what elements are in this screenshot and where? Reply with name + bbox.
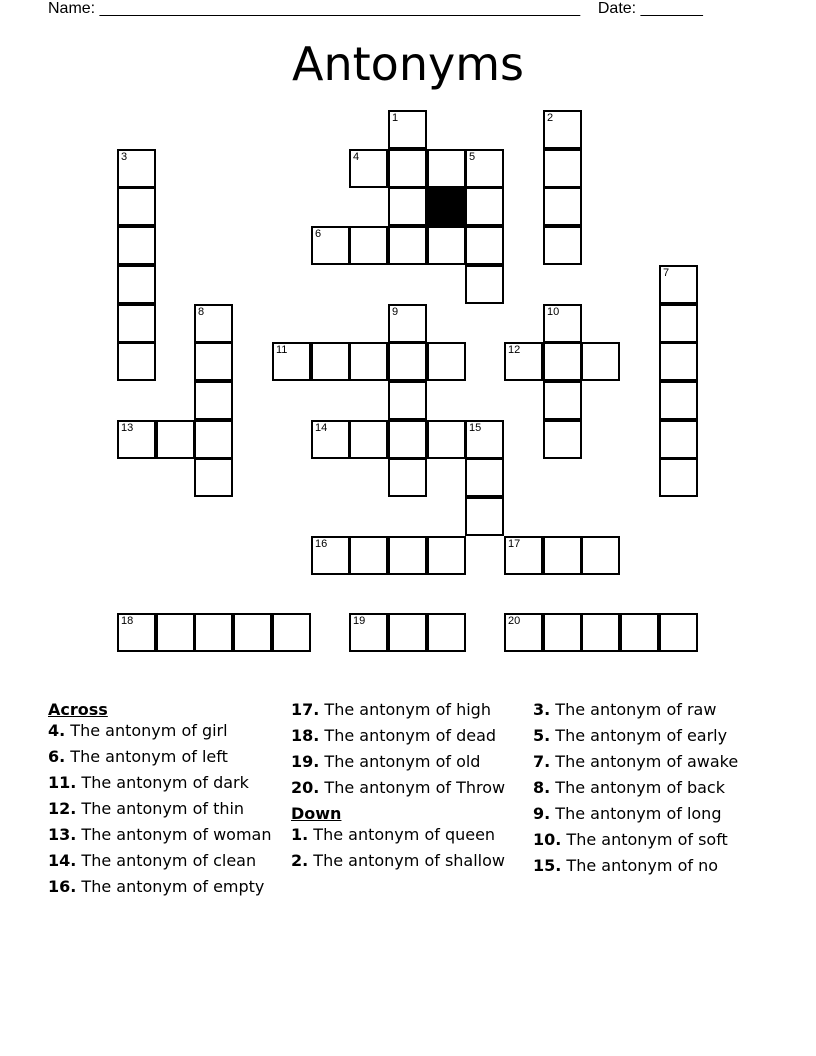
clue-text: The antonym of no [561,856,718,875]
grid-cell[interactable] [581,536,620,575]
grid-cell[interactable] [194,304,233,343]
grid-cell[interactable] [427,342,466,381]
clue-number: 17 [508,538,521,550]
clue-number: 7 [663,267,670,279]
grid-cell[interactable] [581,342,620,381]
grid-cell[interactable] [388,226,427,265]
down-clue [533,805,763,823]
grid-cell[interactable] [349,342,388,381]
grid-cell[interactable] [388,342,427,381]
across-clue [48,800,278,818]
date-blank[interactable]: _______ [640,0,703,17]
grid-cell[interactable] [117,226,156,265]
clue-text: The antonym of old [319,752,481,771]
grid-cell[interactable] [659,420,698,459]
clue-number: 15 [469,422,482,434]
clue-text: The antonym of dead [319,726,497,745]
grid-cell[interactable] [194,381,233,420]
grid-cell[interactable] [465,149,504,188]
across-clue [48,722,278,740]
across-clue [48,878,278,896]
down-heading: Down [291,804,342,823]
clue-number: 6 [315,228,322,240]
clue-text: The antonym of clean [76,851,257,870]
clue-text: The antonym of left [65,747,228,766]
across-clue [291,701,521,719]
clue-number-label: 12. [48,799,77,818]
grid-cell[interactable] [388,304,427,343]
clue-number: 13 [121,422,134,434]
clue-number-label: 19. [291,752,320,771]
clue-text: The antonym of long [550,804,722,823]
down-clue-list [291,826,521,870]
clue-number-label: 10. [533,830,562,849]
grid-cell[interactable] [659,265,698,304]
grid-cell[interactable] [349,536,388,575]
grid-cell[interactable] [465,458,504,497]
grid-cell[interactable] [659,613,698,652]
grid-cell[interactable] [117,265,156,304]
clue-number-label: 7. [533,752,551,771]
grid-cell[interactable] [194,613,233,652]
grid-cell[interactable] [465,265,504,304]
grid-cell[interactable] [581,613,620,652]
grid-cell[interactable] [194,420,233,459]
grid-cell[interactable] [659,304,698,343]
page-title: Antonyms [292,37,524,91]
grid-cell[interactable] [543,420,582,459]
clue-text: The antonym of back [550,778,725,797]
grid-cell[interactable] [388,187,427,226]
grid-cell[interactable] [543,110,582,149]
grid-cell[interactable] [117,149,156,188]
grid-cell[interactable] [233,613,272,652]
clue-text: The antonym of empty [76,877,265,896]
grid-cell[interactable] [427,613,466,652]
clue-number: 11 [276,344,288,356]
clue-number-label: 8. [533,778,551,797]
grid-cell[interactable] [117,304,156,343]
grid-cell[interactable] [659,458,698,497]
clue-number: 20 [508,615,521,627]
grid-cell[interactable] [465,420,504,459]
clue-text: The antonym of woman [76,825,272,844]
down-clue [533,727,763,745]
grid-cell[interactable] [504,613,543,652]
clue-text: The antonym of high [319,700,491,719]
grid-cell[interactable] [543,304,582,343]
grid-cell[interactable] [543,226,582,265]
clue-number: 19 [353,615,366,627]
down-clue [533,753,763,771]
clue-number-label: 11. [48,773,77,792]
grid-cell[interactable] [349,226,388,265]
clue-number-label: 13. [48,825,77,844]
grid-cell[interactable] [349,420,388,459]
clue-number-label: 17. [291,700,320,719]
clue-number-label: 14. [48,851,77,870]
grid-cell[interactable] [543,381,582,420]
across-clue [48,826,278,844]
clue-number: 9 [392,306,399,318]
grid-cell[interactable] [543,613,582,652]
clue-number-label: 18. [291,726,320,745]
across-clue-list [48,722,278,896]
clue-number-label: 5. [533,726,551,745]
clue-number-label: 9. [533,804,551,823]
grid-cell[interactable] [272,613,311,652]
across-clue [48,774,278,792]
down-clue [533,857,763,875]
down-clue [291,826,521,844]
clue-text: The antonym of girl [65,721,228,740]
grid-cell[interactable] [272,342,311,381]
grid-cell[interactable] [311,536,350,575]
grid-cell[interactable] [427,420,466,459]
grid-cell[interactable] [311,226,350,265]
grid-cell[interactable] [543,149,582,188]
across-clue [48,852,278,870]
clue-text: The antonym of queen [308,825,496,844]
across-clue-list-continued [291,701,521,797]
clue-number: 18 [121,615,134,627]
clue-number: 1 [392,112,399,124]
grid-cell[interactable] [388,536,427,575]
clue-number-label: 20. [291,778,320,797]
clue-number: 10 [547,306,560,318]
grid-cell[interactable] [504,342,543,381]
clue-number: 12 [508,344,521,356]
name-label: Name: [48,0,96,17]
grid-cell[interactable] [349,149,388,188]
grid-cell[interactable] [311,420,350,459]
grid-cell[interactable] [427,149,466,188]
down-clue-list-continued [533,701,763,875]
grid-cell[interactable] [465,187,504,226]
down-clue [533,701,763,719]
grid-cell[interactable] [311,342,350,381]
clue-number-label: 4. [48,721,66,740]
clue-text: The antonym of raw [550,700,717,719]
across-clue [291,727,521,745]
clue-number-label: 16. [48,877,77,896]
clues-column-3 [533,701,763,883]
name-blank[interactable]: ______________________________________________________ [99,0,581,17]
clues-column-1 [48,701,278,904]
grid-cell[interactable] [504,536,543,575]
clue-number: 3 [121,151,128,163]
grid-cell[interactable] [465,497,504,536]
grid-cell[interactable] [156,613,195,652]
black-cell [427,187,466,226]
date-label: Date: [597,0,637,17]
grid-cell[interactable] [117,342,156,381]
clue-number-label: 15. [533,856,562,875]
grid-cell[interactable] [117,187,156,226]
clue-number: 4 [353,151,360,163]
clue-number: 8 [198,306,205,318]
clue-number: 5 [469,151,476,163]
down-clue [533,779,763,797]
clue-text: The antonym of shallow [308,851,505,870]
across-clue [291,753,521,771]
grid-cell[interactable] [659,342,698,381]
clue-number-label: 2. [291,851,309,870]
grid-cell[interactable] [388,458,427,497]
grid-cell[interactable] [388,149,427,188]
grid-cell[interactable] [388,613,427,652]
down-clue [291,852,521,870]
across-clue [291,779,521,797]
clue-number-label: 3. [533,700,551,719]
clue-number-label: 1. [291,825,309,844]
clue-text: The antonym of Throw [319,778,506,797]
grid-cell[interactable] [349,613,388,652]
down-clue [533,831,763,849]
clue-text: The antonym of early [550,726,728,745]
grid-cell[interactable] [620,613,659,652]
grid-cell[interactable] [427,226,466,265]
clue-number-label: 6. [48,747,66,766]
grid-cell[interactable] [388,110,427,149]
clue-number: 16 [315,538,328,550]
grid-cell[interactable] [156,420,195,459]
grid-cell[interactable] [543,187,582,226]
grid-cell[interactable] [117,613,156,652]
clue-text: The antonym of awake [550,752,739,771]
grid-cell[interactable] [427,536,466,575]
clue-text: The antonym of soft [561,830,728,849]
grid-cell[interactable] [388,420,427,459]
clue-text: The antonym of dark [76,773,249,792]
clues-column-2 [291,701,521,878]
grid-cell[interactable] [659,381,698,420]
across-heading: Across [48,700,108,719]
grid-cell[interactable] [117,420,156,459]
grid-cell[interactable] [543,536,582,575]
grid-cell[interactable] [543,342,582,381]
clue-number: 2 [547,112,554,124]
grid-cell[interactable] [388,381,427,420]
across-clue [48,748,278,766]
clue-text: The antonym of thin [76,799,245,818]
grid-cell[interactable] [194,342,233,381]
grid-cell[interactable] [194,458,233,497]
clue-number: 14 [315,422,328,434]
grid-cell[interactable] [465,226,504,265]
